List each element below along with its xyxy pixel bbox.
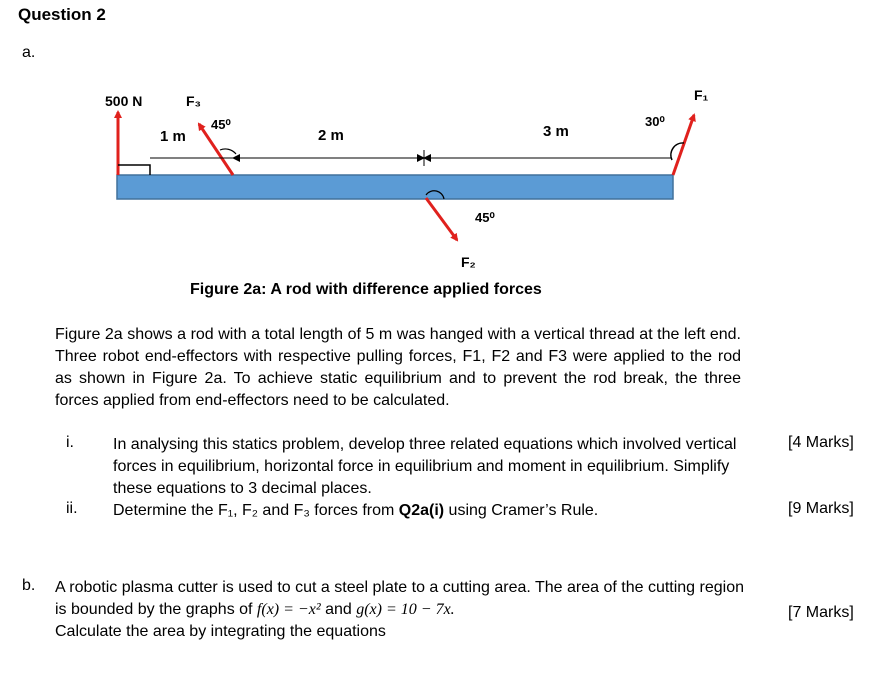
item-i-marks: [4 Marks]: [788, 434, 854, 451]
part-b-text: [55, 577, 745, 643]
label-f1: F₁: [694, 87, 709, 103]
g-expression: g(x) = 10 − 7x.: [356, 601, 455, 618]
item-ii-number: ii.: [66, 500, 78, 517]
label-1m: 1 m: [160, 128, 186, 145]
part-b-text-pre: A robotic plasma cutter is used to cut a steel plate to a cutting area. The area of the cutting region is bounded by the graphs of: [55, 579, 744, 618]
question-title: Question 2: [18, 5, 106, 24]
label-f2: F₂: [461, 254, 476, 270]
label-3m: 3 m: [543, 123, 569, 140]
item-ii-text: [113, 500, 741, 522]
part-b-text-and: and: [320, 601, 357, 618]
item-ii-marks: [9 Marks]: [788, 500, 854, 517]
item-ii-text-post: using Cramer’s Rule.: [444, 502, 599, 519]
label-45-bottom: 45⁰: [475, 210, 495, 225]
problem-paragraph: Figure 2a shows a rod with a total length of 5 m was hanged with a vertical thread at the left end. Three robot end-effectors with respective pulling forces, F1, F2 and F3 were applied to the rod as shown in Figure 2a. To achieve static equilibrium and to prevent the rod break, the three forces applied from end-effectors need to be calculated.: [55, 326, 741, 409]
angle-arc-f3: [220, 149, 236, 154]
part-b-marks: [7 Marks]: [788, 604, 854, 621]
label-45-top: 45⁰: [211, 117, 231, 132]
label-30: 30⁰: [645, 114, 665, 129]
part-a-label: a.: [22, 44, 36, 61]
figure-caption: Figure 2a: A rod with difference applied forces: [190, 281, 542, 298]
part-b-text-post: Calculate the area by integrating the equations: [55, 623, 386, 640]
f-expression: f(x) = −x²: [256, 601, 321, 618]
force-f2-arrow: [426, 198, 457, 240]
item-i-text: In analysing this statics problem, develop three related equations which involved vertical forces in equilibrium, horizontal force in equilibrium and moment in equilibrium. Simplify these equations to 3 decimal places.: [113, 436, 737, 497]
part-b-label: b.: [22, 577, 36, 594]
item-i-number: i.: [66, 434, 74, 451]
label-f3: F₃: [186, 93, 202, 109]
item-ii-ref: Q2a(i): [398, 502, 445, 519]
label-2m: 2 m: [318, 127, 344, 144]
thread-bracket: [118, 165, 150, 175]
rod: [117, 175, 673, 199]
rod-figure: [0, 0, 888, 300]
label-500n: 500 N: [105, 93, 143, 109]
item-ii-text-pre: Determine the F₁, F₂ and F₃ forces from: [113, 502, 399, 519]
